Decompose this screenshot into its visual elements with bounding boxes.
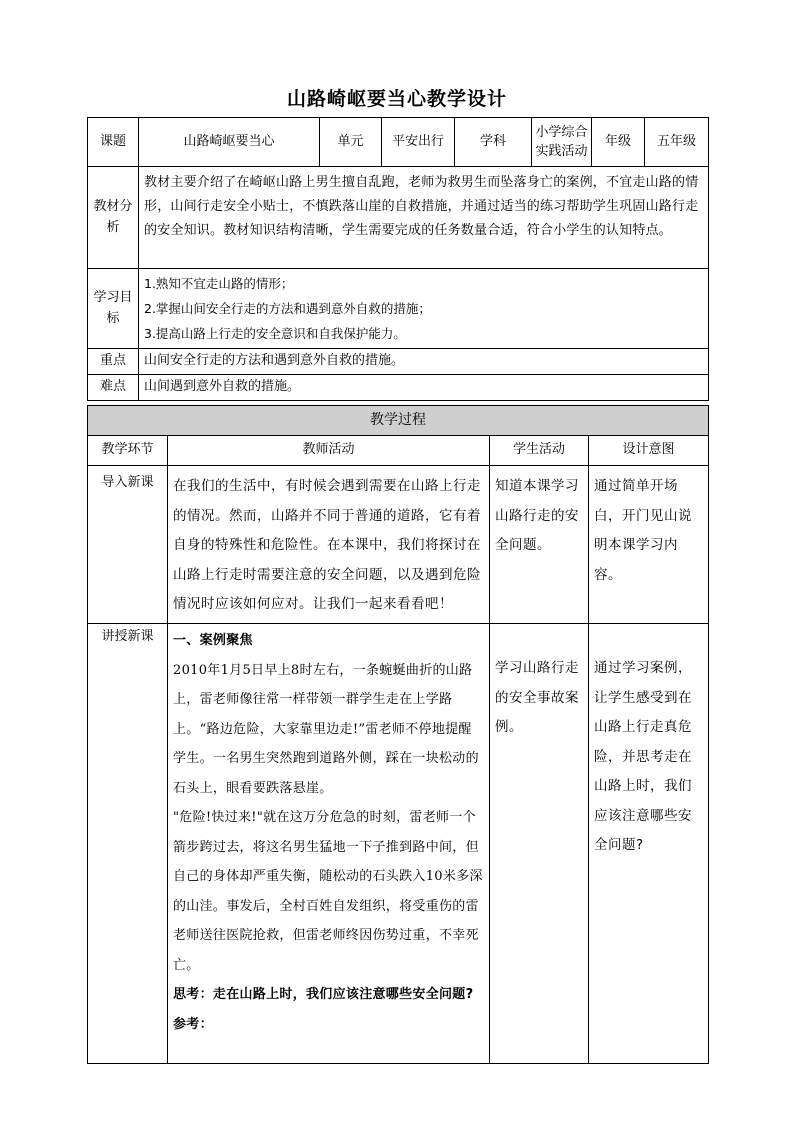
goal-item: 3.提高山路上行走的安全意识和自我保护能力。 bbox=[144, 326, 406, 341]
teacher-activity-intro: 在我们的生活中，有时候会遇到需要在山路上行走的情况。然而，山路并不同于普通的道路，它有着自身的特殊性和危险性。在本课中，我们将探讨在山路上行走时需要注意的安全问题，以及遇到危险情况时应该如何应对。让我们一起来看看吧！ bbox=[168, 466, 490, 624]
unit-label: 单元 bbox=[320, 118, 382, 167]
case-heading: 一、案例聚焦 bbox=[173, 633, 253, 648]
intent-new: 通过学习案例，让学生感受到在山路上行走真危险，并思考走在山路上时，我们应该注意哪些安全问题? bbox=[589, 624, 709, 1064]
goals-label: 学习目标 bbox=[88, 269, 139, 349]
grade-label: 年级 bbox=[592, 118, 645, 167]
key-text: 山间安全行走的方法和遇到意外自救的措施。 bbox=[139, 349, 709, 375]
stage-new: 讲授新课 bbox=[88, 624, 168, 1064]
think-question: 思考：走在山路上时，我们应该注意哪些安全问题? bbox=[173, 987, 474, 1002]
subject-value: 小学综合实践活动 bbox=[532, 118, 592, 167]
student-activity-intro: 知道本课学习山路行走的安全问题。 bbox=[490, 466, 589, 624]
section-header: 教学过程 bbox=[88, 406, 709, 436]
subject-label: 学科 bbox=[455, 118, 532, 167]
header-intent: 设计意图 bbox=[589, 436, 709, 466]
difficulty-text: 山间遇到意外自救的措施。 bbox=[139, 375, 709, 401]
teaching-process-table bbox=[87, 405, 709, 1064]
page-title: 山路崎岖要当心教学设计 bbox=[286, 88, 507, 110]
key-label: 重点 bbox=[88, 349, 139, 375]
difficulty-label: 难点 bbox=[88, 375, 139, 401]
analysis-label: 教材分析 bbox=[88, 167, 139, 269]
stage-intro: 导入新课 bbox=[88, 466, 168, 624]
reference-label: 参考： bbox=[173, 1016, 213, 1032]
goal-item: 1.熟知不宜走山路的情形； bbox=[144, 276, 294, 291]
goal-item: 2.掌握山间安全行走的方法和遇到意外自救的措施； bbox=[144, 301, 431, 316]
teacher-activity-new bbox=[168, 624, 490, 1064]
topic-label: 课题 bbox=[88, 118, 139, 167]
header-stage: 教学环节 bbox=[88, 436, 168, 466]
goals-list bbox=[139, 269, 709, 349]
analysis-text: 教材主要介绍了在崎岖山路上男生擅自乱跑，老师为救男生而坠落身亡的案例，不宜走山路的情形，山间行走安全小贴士，不慎跌落山崖的自救措施，并通过适当的练习帮助学生巩固山路行走的安全知识。教材知识结构清晰，学生需要完成的任务数量合适，符合小学生的认知特点。 bbox=[139, 167, 709, 269]
case-paragraph: "危险!快过来!"就在这万分危急的时刻，雷老师一个箭步跨过去，将这名男生猛地一下子推到路中间，但自己的身体却严重失衡，随松动的石头跌入10米多深的山洼。事发后，全村百姓自发组织，将受重伤的雷老师送往医院抢救，但雷老师终因伤势过重，不幸死亡。 bbox=[173, 810, 483, 973]
header-student: 学生活动 bbox=[490, 436, 589, 466]
case-paragraph: 2010年1月5日早上8时左右，一条蜿蜒曲折的山路上，雷老师像往常一样带领一群学生走在上学路上。“路边危险，大家靠里边走!”雷老师不停地提醒学生。一名男生突然跑到道路外侧，踩在一块松动的石头上，眼看要跌落悬崖。 bbox=[173, 662, 479, 796]
student-activity-new: 学习山路行走的安全事故案例。 bbox=[490, 624, 589, 1064]
unit-value: 平安出行 bbox=[382, 118, 455, 167]
header-teacher: 教师活动 bbox=[168, 436, 490, 466]
topic-value: 山路崎岖要当心 bbox=[139, 118, 320, 167]
lesson-info-table bbox=[87, 117, 709, 401]
grade-value: 五年级 bbox=[645, 118, 709, 167]
intent-intro: 通过简单开场白，开门见山说明本课学习内容。 bbox=[589, 466, 709, 624]
